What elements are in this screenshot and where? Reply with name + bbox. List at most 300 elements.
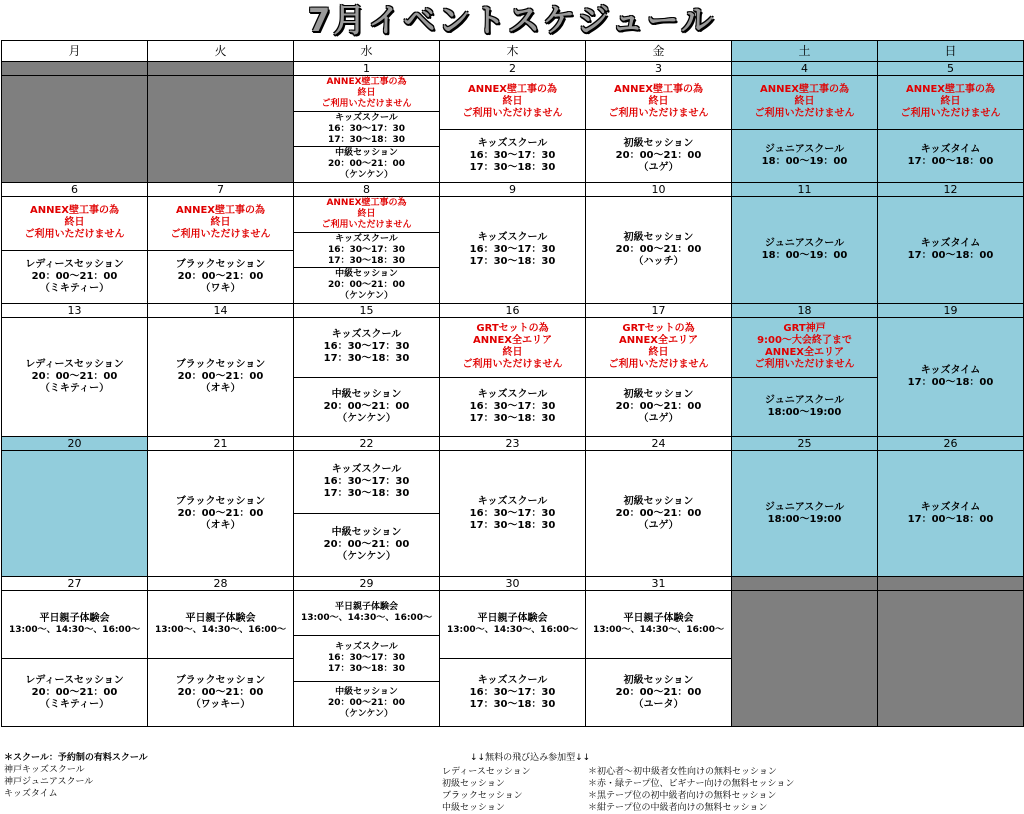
day-cell (294, 591, 440, 727)
event-text: 20：00〜21：00 (615, 400, 702, 412)
event-block (294, 111, 439, 147)
notes-description-item: ＊黒テープ位の初中級者向けの無料セッション (588, 791, 777, 801)
day-cell (148, 318, 294, 437)
event-text: レディースセッション (25, 359, 124, 370)
event-text: キッズスクール (477, 232, 548, 243)
event-text: 20：00〜21：00 (615, 686, 702, 698)
event-block (148, 591, 293, 658)
week-date-row (2, 437, 1024, 451)
date-number: 6 (2, 183, 148, 197)
event-text: 20：00〜21：00 (327, 698, 406, 709)
date-number: 29 (294, 577, 440, 591)
closure-text: 終日 (940, 96, 961, 108)
closure-text: 終日 (64, 217, 85, 229)
date-number: 22 (294, 437, 440, 451)
event-text: （オキ） (200, 383, 241, 394)
notes-description-item: ＊初心者〜初中級者女性向けの無料セッション (588, 767, 777, 777)
day-cell-content (586, 76, 731, 182)
closure-text: 終日 (794, 96, 815, 108)
date-number: 20 (2, 437, 148, 451)
day-cell (148, 591, 294, 727)
day-cell (878, 76, 1024, 183)
notes-session-item: ブラックセッション (442, 791, 523, 801)
event-block (732, 451, 877, 576)
event-text: 20：00〜21：00 (327, 280, 406, 291)
event-text: 16：30〜17：30 (327, 123, 406, 134)
page-title: 7月イベントスケジュール (307, 1, 717, 39)
day-cell-content (2, 451, 147, 576)
event-block (148, 250, 293, 304)
date-number: 9 (440, 183, 586, 197)
event-text: 20：00〜21：00 (323, 539, 410, 550)
event-text: 17：30〜18：30 (323, 488, 410, 499)
date-number: 3 (586, 62, 732, 76)
closure-text: ANNEX壁工事の為 (467, 84, 558, 96)
day-cell (440, 197, 586, 304)
event-text: （ケンケン） (337, 412, 396, 424)
event-text: 平日親子体験会 (185, 613, 256, 624)
event-text: （ケンケン） (340, 170, 393, 181)
event-text: （ケンケン） (337, 551, 396, 562)
event-block (294, 451, 439, 513)
day-cell-content (294, 591, 439, 726)
event-block (732, 377, 877, 437)
day-cell-content (878, 318, 1023, 436)
day-cell-content (878, 591, 1023, 726)
closure-text: ご利用いただけません (900, 108, 1001, 120)
closure-text: ご利用いただけません (608, 359, 709, 371)
closure-notice (586, 76, 731, 129)
event-text: 平日親子体験会 (334, 602, 398, 613)
week-events-row (2, 451, 1024, 577)
day-cell-content (148, 591, 293, 726)
day-cell (878, 318, 1024, 437)
day-cell-content (2, 318, 147, 436)
day-cell-content (440, 76, 585, 182)
legend-notes (4, 752, 1020, 812)
date-number (148, 62, 294, 76)
event-block (2, 658, 147, 726)
closure-notice (732, 76, 877, 129)
closure-text: ご利用いただけません (24, 229, 125, 241)
event-text: 20：00〜21：00 (177, 270, 264, 282)
event-text: （ミキティー） (39, 383, 110, 394)
week-date-row (2, 577, 1024, 591)
closure-notice (732, 318, 877, 377)
date-number: 21 (148, 437, 294, 451)
event-text: 平日親子体験会 (39, 613, 110, 624)
date-number (2, 62, 148, 76)
event-text: （ハッチ） (633, 256, 684, 267)
date-number: 24 (586, 437, 732, 451)
event-text: 17：30〜18：30 (469, 161, 556, 173)
event-block (294, 377, 439, 437)
notes-school-column (4, 752, 148, 800)
event-text: キッズスクール (477, 137, 548, 149)
day-cell (294, 197, 440, 304)
event-text: キッズタイム (920, 143, 981, 155)
event-block (148, 451, 293, 576)
event-text: キッズスクール (477, 388, 548, 400)
event-block (294, 681, 439, 726)
date-number: 8 (294, 183, 440, 197)
event-text: キッズスクール (477, 674, 548, 686)
notes-school-item: 神戸キッズスクール (4, 765, 85, 775)
event-block (2, 318, 147, 436)
event-text: 初級セッション (623, 137, 694, 149)
closure-notice (2, 197, 147, 250)
closure-text: ANNEX壁工事の為 (175, 205, 266, 217)
event-text: （ユータ） (633, 698, 684, 710)
event-text: 17：30〜18：30 (469, 698, 556, 710)
weekday-header-tue: 火 (148, 41, 294, 62)
day-cell (732, 197, 878, 304)
day-cell (732, 76, 878, 183)
event-text: 16：30〜17：30 (327, 244, 406, 255)
day-cell-content (294, 76, 439, 182)
closure-text: ご利用いただけません (754, 359, 855, 371)
event-text: 16：30〜17：30 (469, 507, 556, 519)
day-cell (294, 451, 440, 577)
event-text: 18：00〜19：00 (761, 250, 848, 261)
closure-text: 終日 (357, 208, 376, 219)
day-cell-content (878, 76, 1023, 182)
event-text: （ミキティー） (39, 698, 110, 710)
date-number: 17 (586, 304, 732, 318)
event-block (878, 129, 1023, 183)
day-cell-content (294, 318, 439, 436)
closure-notice (440, 318, 585, 377)
notes-description-column (588, 766, 794, 814)
event-text: 20：00〜21：00 (327, 159, 406, 170)
event-text: ブラックセッション (175, 495, 266, 507)
date-number: 15 (294, 304, 440, 318)
day-cell (586, 76, 732, 183)
event-block (586, 591, 731, 658)
day-cell-content (2, 76, 147, 182)
closure-text: 終日 (502, 96, 523, 108)
closure-text: ANNEX全エリア (618, 335, 699, 347)
day-cell-content (878, 197, 1023, 303)
event-text: ジュニアスクール (764, 501, 845, 513)
day-cell-content (148, 318, 293, 436)
calendar-grid (1, 40, 1024, 727)
closure-text: 終日 (648, 347, 669, 359)
event-text: 初級セッション (623, 674, 694, 686)
date-number: 31 (586, 577, 732, 591)
event-text: ジュニアスクール (764, 394, 845, 406)
event-block (878, 318, 1023, 436)
week-date-row (2, 304, 1024, 318)
closure-notice (586, 318, 731, 377)
event-block (294, 513, 439, 576)
closure-text: 終日 (648, 96, 669, 108)
closure-notice (294, 76, 439, 111)
event-text: 17：30〜18：30 (469, 412, 556, 424)
closure-text: ご利用いただけません (170, 229, 271, 241)
event-block (440, 658, 585, 726)
day-cell (440, 318, 586, 437)
event-block (294, 267, 439, 303)
event-block (440, 377, 585, 437)
closure-notice (878, 76, 1023, 129)
day-cell-content (294, 451, 439, 576)
weekday-header-sat: 土 (732, 41, 878, 62)
date-number: 28 (148, 577, 294, 591)
event-text: 18:00〜19:00 (767, 513, 842, 525)
closure-text: ANNEX壁工事の為 (613, 84, 704, 96)
day-cell-content (440, 197, 585, 303)
event-text: 20：00〜21：00 (177, 507, 264, 519)
weekday-header-wed: 水 (294, 41, 440, 62)
event-block (440, 129, 585, 183)
event-block (732, 197, 877, 303)
event-text: 16：30〜17：30 (323, 341, 410, 353)
event-text: 20：00〜21：00 (31, 270, 118, 282)
event-text: 17：00〜18：00 (907, 155, 994, 167)
notes-session-item: レディースセッション (442, 767, 531, 777)
day-cell-content (148, 197, 293, 303)
event-block (586, 451, 731, 576)
event-text: （ミキティー） (39, 282, 110, 294)
event-text: 平日親子体験会 (477, 613, 548, 624)
weekday-header-fri: 金 (586, 41, 732, 62)
date-number: 10 (586, 183, 732, 197)
event-block (878, 451, 1023, 576)
date-number: 23 (440, 437, 586, 451)
date-number: 5 (878, 62, 1024, 76)
event-text: （ユゲ） (638, 412, 679, 424)
closure-text: ご利用いただけません (462, 359, 563, 371)
day-cell (2, 451, 148, 577)
event-text: （ユゲ） (638, 519, 679, 531)
day-cell (440, 451, 586, 577)
date-number (732, 577, 878, 591)
day-cell (2, 76, 148, 183)
week-date-row (2, 183, 1024, 197)
date-number: 26 (878, 437, 1024, 451)
closure-text: ANNEX壁工事の為 (905, 84, 996, 96)
event-text: 17：00〜18：00 (907, 250, 994, 261)
event-text: 13:00〜、14:30〜、16:00〜 (593, 625, 724, 635)
event-text: 20：00〜21：00 (323, 400, 410, 412)
event-text: 20：00〜21：00 (615, 244, 702, 255)
calendar-body (2, 62, 1024, 727)
notes-description-item: ＊紺テープ位の中級者向けの無料セッション (588, 803, 768, 813)
event-text: キッズスクール (335, 233, 398, 244)
day-cell-content (732, 451, 877, 576)
event-block (148, 658, 293, 726)
event-text: （ケンケン） (340, 291, 393, 302)
week-events-row (2, 318, 1024, 437)
closure-text: ご利用いただけません (754, 108, 855, 120)
event-block (586, 658, 731, 726)
event-text: ジュニアスクール (764, 238, 845, 249)
date-number: 30 (440, 577, 586, 591)
event-block (2, 591, 147, 658)
date-number: 1 (294, 62, 440, 76)
event-text: 17：00〜18：00 (907, 513, 994, 525)
day-cell (586, 318, 732, 437)
event-block (294, 232, 439, 268)
date-number: 14 (148, 304, 294, 318)
day-cell-content (440, 318, 585, 436)
event-text: 20：00〜21：00 (177, 371, 264, 382)
event-text: キッズタイム (920, 501, 981, 513)
notes-school-item: キッズタイム (4, 789, 58, 799)
event-text: 13:00〜、14:30〜、16:00〜 (447, 625, 578, 635)
closure-text: ANNEX壁工事の為 (326, 197, 407, 208)
event-text: ジュニアスクール (764, 143, 845, 155)
event-text: 中級セッション (331, 527, 402, 538)
day-cell-content (2, 197, 147, 303)
day-cell-content (148, 76, 293, 182)
event-text: レディースセッション (25, 674, 124, 686)
event-text: キッズスクール (331, 329, 402, 341)
day-cell (732, 318, 878, 437)
day-cell (586, 451, 732, 577)
event-text: 20：00〜21：00 (31, 371, 118, 382)
day-cell (732, 451, 878, 577)
event-text: レディースセッション (25, 258, 124, 270)
closure-text: ANNEX壁工事の為 (29, 205, 120, 217)
weekday-header-thu: 木 (440, 41, 586, 62)
event-block (440, 451, 585, 576)
day-cell (148, 197, 294, 304)
day-cell-content (440, 451, 585, 576)
event-text: 16：30〜17：30 (323, 476, 410, 487)
week-events-row (2, 197, 1024, 304)
notes-session-column (442, 766, 531, 814)
closure-notice (440, 76, 585, 129)
day-cell (732, 591, 878, 727)
event-text: 17：30〜18：30 (327, 663, 406, 674)
closure-text: ANNEX壁工事の為 (326, 76, 407, 87)
event-text: 16：30〜17：30 (469, 400, 556, 412)
event-text: 18：00〜19：00 (761, 155, 848, 167)
event-block (586, 197, 731, 303)
day-cell-content (878, 451, 1023, 576)
closure-text: ANNEX壁工事の為 (759, 84, 850, 96)
event-text: （ユゲ） (638, 161, 679, 173)
day-cell (586, 197, 732, 304)
closure-text: 終日 (210, 217, 231, 229)
notes-session-item: 中級セッション (442, 803, 505, 813)
day-cell (2, 318, 148, 437)
date-number: 11 (732, 183, 878, 197)
day-cell (2, 197, 148, 304)
event-text: 20：00〜21：00 (615, 149, 702, 161)
day-cell-content (148, 451, 293, 576)
date-number: 19 (878, 304, 1024, 318)
notes-school-item: 神戸ジュニアスクール (4, 777, 94, 787)
event-text: 13:00〜、14:30〜、16:00〜 (155, 625, 286, 635)
closure-text: GRTセットの為 (622, 323, 695, 335)
event-text: 17：30〜18：30 (469, 519, 556, 531)
event-text: 20：00〜21：00 (31, 686, 118, 698)
event-block (148, 318, 293, 436)
date-number (878, 577, 1024, 591)
event-text: 中級セッション (335, 269, 398, 280)
event-text: 18:00〜19:00 (767, 406, 842, 418)
weekday-header-sun: 日 (878, 41, 1024, 62)
day-cell-content (732, 76, 877, 182)
day-cell (148, 451, 294, 577)
day-cell (148, 76, 294, 183)
day-cell-content (586, 451, 731, 576)
closure-text: GRTセットの為 (476, 323, 549, 335)
event-text: 平日親子体験会 (623, 613, 694, 624)
date-number: 12 (878, 183, 1024, 197)
closure-text: 9:00〜大会終了まで (757, 335, 852, 347)
day-cell (878, 197, 1024, 304)
event-block (294, 318, 439, 377)
event-text: キッズタイム (920, 238, 981, 249)
event-block (732, 129, 877, 183)
date-number: 27 (2, 577, 148, 591)
event-text: 17：30〜18：30 (327, 134, 406, 145)
day-cell (440, 591, 586, 727)
closure-text: GRT神戸 (783, 323, 826, 335)
day-cell (878, 591, 1024, 727)
day-cell (440, 76, 586, 183)
day-cell-content (586, 197, 731, 303)
event-text: キッズスクール (331, 464, 402, 475)
notes-description-item: ＊赤・緑テープ位、ビギナー向けの無料セッション (588, 779, 795, 789)
notes-session-item: 初級セッション (442, 779, 505, 789)
week-date-row (2, 62, 1024, 76)
event-text: （ケンケン） (340, 709, 393, 720)
event-text: （オキ） (200, 519, 241, 531)
day-cell-content (294, 197, 439, 303)
closure-text: ANNEX全エリア (764, 347, 845, 359)
event-block (440, 197, 585, 303)
event-block (294, 591, 439, 635)
date-number: 7 (148, 183, 294, 197)
event-block (294, 635, 439, 680)
event-text: キッズスクール (335, 112, 398, 123)
closure-text: ご利用いただけません (321, 98, 412, 109)
week-events-row (2, 591, 1024, 727)
closure-notice (148, 197, 293, 250)
event-text: キッズスクール (477, 495, 548, 507)
day-cell-content (2, 591, 147, 726)
event-text: 16：30〜17：30 (469, 244, 556, 255)
day-cell (586, 591, 732, 727)
event-text: 16：30〜17：30 (327, 652, 406, 663)
event-block (2, 250, 147, 304)
date-number: 16 (440, 304, 586, 318)
event-text: 初級セッション (623, 495, 694, 507)
event-text: キッズタイム (920, 365, 981, 376)
event-text: 20：00〜21：00 (615, 507, 702, 519)
day-cell-content (586, 591, 731, 726)
date-number: 2 (440, 62, 586, 76)
day-cell-content (732, 197, 877, 303)
event-block (586, 129, 731, 183)
event-text: 中級セッション (331, 388, 402, 400)
closure-text: ご利用いただけません (462, 108, 563, 120)
closure-text: 終日 (357, 87, 376, 98)
closure-text: ご利用いただけません (321, 219, 412, 230)
closure-text: ご利用いただけません (608, 108, 709, 120)
event-text: ブラックセッション (175, 674, 266, 686)
closure-text: ANNEX全エリア (472, 335, 553, 347)
week-events-row (2, 76, 1024, 183)
event-text: 17：30〜18：30 (469, 256, 556, 267)
event-text: （ワッキー） (190, 698, 251, 710)
day-cell-content (440, 591, 585, 726)
